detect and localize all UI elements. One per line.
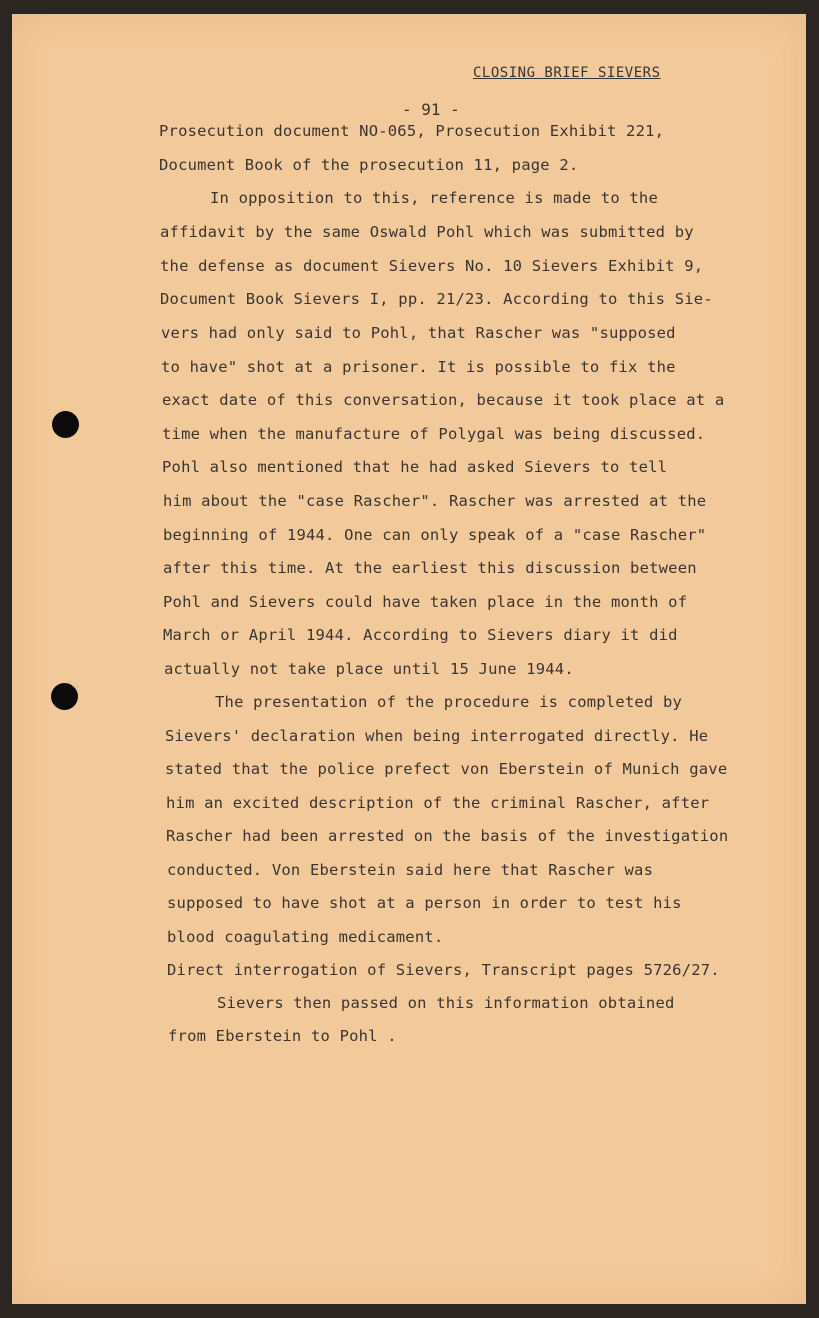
punch-hole xyxy=(52,411,79,438)
page-number: - 91 - xyxy=(402,100,460,119)
text-line: Rascher had been arrested on the basis of the investigation xyxy=(166,827,729,845)
text-line: Sievers then passed on this information obtained xyxy=(217,994,675,1012)
text-line: conducted. Von Eberstein said here that Rascher was xyxy=(167,861,654,879)
punch-hole xyxy=(51,683,78,710)
text-line: Pohl also mentioned that he had asked Sievers to tell xyxy=(162,458,668,476)
text-line: to have" shot at a prisoner. It is possible to fix the xyxy=(161,358,676,376)
text-line: actually not take place until 15 June 1944. xyxy=(164,660,574,678)
text-line: him about the "case Rascher". Rascher was arrested at the xyxy=(163,492,707,510)
text-line: from Eberstein to Pohl . xyxy=(168,1027,397,1045)
text-line: Direct interrogation of Sievers, Transcript pages 5726/27. xyxy=(167,961,720,979)
document-header: CLOSING BRIEF SIEVERS xyxy=(473,65,661,81)
text-line: him an excited description of the criminal Rascher, after xyxy=(166,794,710,812)
text-line: blood coagulating medicament. xyxy=(167,928,444,946)
text-line: March or April 1944. According to Sievers diary it did xyxy=(163,626,678,644)
text-line: Sievers' declaration when being interrogated directly. He xyxy=(165,727,709,745)
text-line: time when the manufacture of Polygal was being discussed. xyxy=(162,425,706,443)
text-line: vers had only said to Pohl, that Rascher was "supposed xyxy=(161,324,676,342)
text-line: In opposition to this, reference is made to the xyxy=(210,189,658,207)
text-line: supposed to have shot at a person in order to test his xyxy=(167,894,682,912)
text-line: stated that the police prefect von Eberstein of Munich gave xyxy=(165,760,728,778)
text-line: Document Book Sievers I, pp. 21/23. According to this Sie- xyxy=(160,290,713,308)
text-line: Pohl and Sievers could have taken place in the month of xyxy=(163,593,688,611)
text-line: beginning of 1944. One can only speak of a "case Rascher" xyxy=(163,526,707,544)
text-line: exact date of this conversation, because it took place at a xyxy=(162,391,725,409)
text-line: the defense as document Sievers No. 10 Sievers Exhibit 9, xyxy=(160,257,704,275)
text-line: The presentation of the procedure is completed by xyxy=(215,693,683,711)
text-line: Document Book of the prosecution 11, page 2. xyxy=(159,156,579,174)
document-page xyxy=(12,14,806,1304)
text-line: Prosecution document NO-065, Prosecution Exhibit 221, xyxy=(159,122,665,140)
text-line: affidavit by the same Oswald Pohl which was submitted by xyxy=(160,223,694,241)
text-line: after this time. At the earliest this discussion between xyxy=(163,559,697,577)
